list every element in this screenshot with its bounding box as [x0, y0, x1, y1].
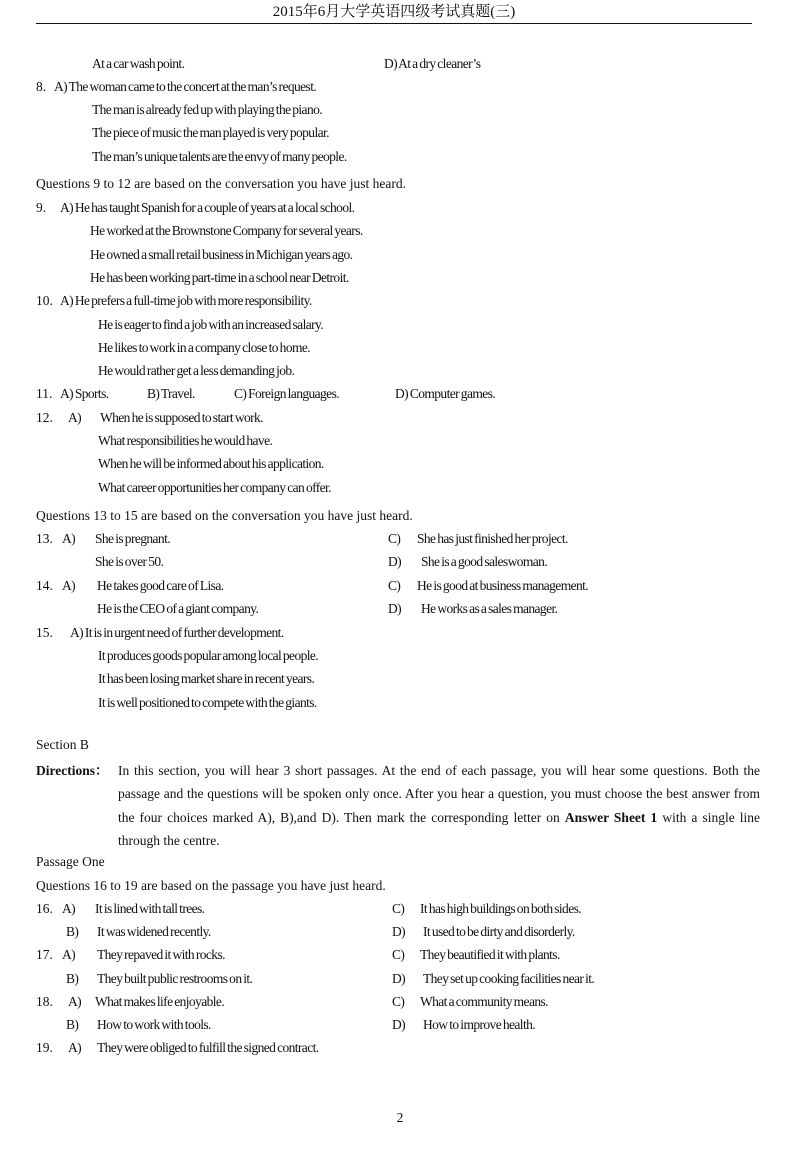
- q15-option-a: A) It is in urgent need of further development.: [70, 625, 284, 640]
- q16-letter-c: C): [392, 901, 405, 916]
- q17-letter-c: C): [392, 947, 405, 962]
- q10-option-a: A) He prefers a full-time job with more responsibility.: [60, 293, 312, 308]
- q8-number: 8.: [36, 79, 47, 94]
- q10-number: 10.: [36, 293, 53, 308]
- q19-number: 19.: [36, 1040, 53, 1055]
- q14-letter-a: A): [62, 578, 76, 593]
- q18-letter-c: C): [392, 994, 405, 1009]
- q12-number: 12.: [36, 410, 53, 425]
- q8-option-d: The man’s unique talents are the envy of many people.: [92, 149, 347, 164]
- section-b-heading: Section B: [36, 737, 89, 752]
- q13-letter-d: D): [388, 554, 402, 569]
- q11-number: 11.: [36, 386, 53, 401]
- q8-option-b: The man is already fed up with playing the piano.: [92, 102, 323, 117]
- q16-number: 16.: [36, 901, 53, 916]
- directions: [36, 759, 760, 848]
- q15-option-d: It is well positioned to compete with the giants.: [98, 695, 317, 710]
- q19-option-a: They were obliged to fulfill the signed contract.: [97, 1040, 319, 1055]
- q10-option-d: He would rather get a less demanding job.: [98, 363, 295, 378]
- page-number: 2: [396, 1110, 404, 1125]
- q18-letter-b: B): [66, 1017, 79, 1032]
- q7-option-c: At a car wash point.: [92, 56, 185, 71]
- q17-option-b: They built public restrooms on it.: [97, 971, 253, 986]
- q12-letter-a: A): [68, 410, 82, 425]
- directions-label: Directions：: [36, 763, 109, 778]
- q14-number: 14.: [36, 578, 53, 593]
- q13-option-c: She has just finished her project.: [417, 531, 568, 546]
- q18-option-d: How to improve health.: [423, 1017, 536, 1032]
- q18-letter-d: D): [392, 1017, 406, 1032]
- q14-letter-c: C): [388, 578, 401, 593]
- q9-option-a: A) He has taught Spanish for a couple of years at a local school.: [60, 200, 355, 215]
- q14-letter-d: D): [388, 601, 402, 616]
- q12-option-c: When he will be informed about his application.: [98, 456, 324, 471]
- q18-option-b: How to work with tools.: [97, 1017, 211, 1032]
- q12-option-b: What responsibilities he would have.: [98, 433, 273, 448]
- q11-option-b: B) Travel.: [147, 386, 195, 401]
- q12-option-a: When he is supposed to start work.: [100, 410, 263, 425]
- q15-option-b: It produces goods popular among local people.: [98, 648, 319, 663]
- q16-letter-d: D): [392, 924, 406, 939]
- q18-option-a: What makes life enjoyable.: [95, 994, 225, 1009]
- q13-letter-a: A): [62, 531, 76, 546]
- q17-option-a: They repaved it with rocks.: [97, 947, 225, 962]
- instruction-16-19: Questions 16 to 19 are based on the passage you have just heard.: [36, 878, 386, 893]
- q16-option-d: It used to be dirty and disorderly.: [423, 924, 575, 939]
- q14-option-b: He is the CEO of a giant company.: [97, 601, 259, 616]
- q15-option-c: It has been losing market share in recent years.: [98, 671, 315, 686]
- q18-option-c: What a community means.: [420, 994, 548, 1009]
- q13-option-b: She is over 50.: [95, 554, 164, 569]
- q18-number: 18.: [36, 994, 53, 1009]
- page-header: 2015年6月大学英语四级考试真题(三): [272, 4, 516, 20]
- q11-option-a: A) Sports.: [60, 386, 109, 401]
- q19-letter-a: A): [68, 1040, 82, 1055]
- q10-option-b: He is eager to find a job with an increased salary.: [98, 317, 324, 332]
- q17-option-c: They beautified it with plants.: [420, 947, 560, 962]
- passage-one-heading: Passage One: [36, 854, 105, 869]
- q16-option-b: It was widened recently.: [97, 924, 211, 939]
- q17-letter-d: D): [392, 971, 406, 986]
- q13-letter-c: C): [388, 531, 401, 546]
- answer-sheet-label: Answer Sheet 1: [564, 809, 658, 825]
- q9-option-d: He has been working part-time in a school near Detroit.: [90, 270, 349, 285]
- q14-option-a: He takes good care of Lisa.: [97, 578, 224, 593]
- q14-option-c: He is good at business management.: [417, 578, 589, 593]
- q14-option-d: He works as a sales manager.: [421, 601, 558, 616]
- q17-letter-a: A): [62, 947, 76, 962]
- q7-option-d: D) At a dry cleaner’s: [384, 56, 481, 71]
- q16-option-a: It is lined with tall trees.: [95, 901, 205, 916]
- instruction-9-12: Questions 9 to 12 are based on the conversation you have just heard.: [36, 176, 407, 191]
- q11-option-c: C) Foreign languages.: [234, 386, 340, 401]
- q17-number: 17.: [36, 947, 53, 962]
- q8-option-a: A) The woman came to the concert at the man’s request.: [54, 79, 317, 94]
- q10-option-c: He likes to work in a company close to home.: [98, 340, 311, 355]
- q9-option-b: He worked at the Brownstone Company for several years.: [90, 223, 363, 238]
- q15-number: 15.: [36, 625, 53, 640]
- q9-option-c: He owned a small retail business in Michigan years ago.: [90, 247, 353, 262]
- q16-letter-b: B): [66, 924, 79, 939]
- q8-option-c: The piece of music the man played is very popular.: [92, 125, 329, 140]
- q13-number: 13.: [36, 531, 53, 546]
- q13-option-d: She is a good saleswoman.: [421, 554, 548, 569]
- q17-option-d: They set up cooking facilities near it.: [423, 971, 595, 986]
- q11-option-d: D) Computer games.: [395, 386, 496, 401]
- q16-letter-a: A): [62, 901, 76, 916]
- q17-letter-b: B): [66, 971, 79, 986]
- q16-option-c: It has high buildings on both sides.: [420, 901, 582, 916]
- q13-option-a: She is pregnant.: [95, 531, 171, 546]
- header-rule: [36, 23, 752, 24]
- directions-text: In this section, you will hear 3 short passages. At the end of each passage, you will hear some questions. Both the passage and the questions will be spoken only once. After you hear a question, you must choose the best answer from the four choices marked A), B),and D). Then mark the corresponding letter on Answer Sheet 1 with a single line through the centre.: [118, 763, 760, 848]
- instruction-13-15: Questions 13 to 15 are based on the conversation you have just heard.: [36, 508, 413, 523]
- q18-letter-a: A): [68, 994, 82, 1009]
- q9-number: 9.: [36, 200, 47, 215]
- q12-option-d: What career opportunities her company can offer.: [98, 480, 331, 495]
